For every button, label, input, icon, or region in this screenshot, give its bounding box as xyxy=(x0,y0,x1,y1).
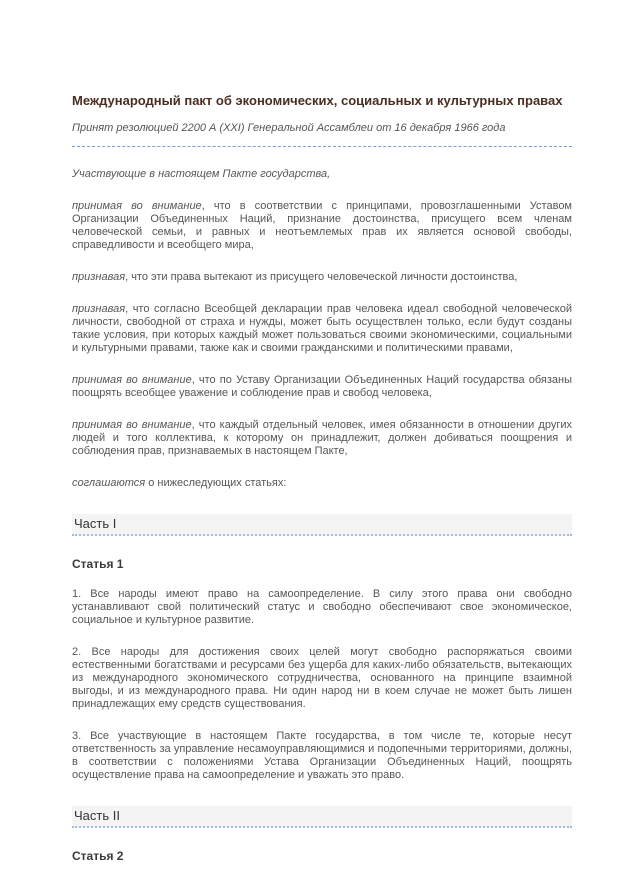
preamble-paragraph xyxy=(72,477,572,490)
document-title: Международный пакт об экономических, социальных и культурных правах xyxy=(72,93,563,108)
preamble-opening: Участвующие в настоящем Пакте государства, xyxy=(72,168,331,180)
preamble-lead-phrase: принимая во внимание xyxy=(72,200,202,212)
preamble-paragraph-text: , что в соответствии с принципами, провозглашенными Уставом Организации Объединенных Наций, признание достоинства, присущего всем членам человеческой семьи, и равных и неотъемлемых прав их является основой свободы, справедливости и всеобщего мира, xyxy=(72,200,572,251)
part-2-heading: Часть II xyxy=(72,806,572,828)
preamble-paragraph-text: , что согласно Всеобщей декларации прав человека идеал свободной человеческой личности, свободной от страха и нужды, может быть осуществлен только, если будут созданы такие условия, при которых каждый может пользоваться своими экономическими, социальными и культурными правами, также как и своими гражданскими и политическими правами, xyxy=(72,303,572,354)
article-1-heading: Статья 1 xyxy=(72,557,124,571)
dashed-separator xyxy=(72,146,572,147)
preamble-lead-phrase: соглашаются xyxy=(72,477,146,489)
preamble-paragraph xyxy=(72,374,572,400)
preamble-paragraph xyxy=(72,200,572,252)
article-1-paragraph-3: 3. Все участвующие в настоящем Пакте государства, в том числе те, которые несут ответственность за управление несамоуправляющимися и подопечными территориями, должны, в соответствии с положениями Устава Организации Объединенных Наций, поощрять осуществление права на самоопределение и уважать это право. xyxy=(72,730,572,781)
preamble-paragraph xyxy=(72,419,572,458)
preamble-paragraph-text: , что каждый отдельный человек, имея обязанности в отношении других людей и того коллектива, к которому он принадлежит, должен добиваться поощрения и соблюдения прав, признаваемых в настоящем Пакте, xyxy=(72,419,572,457)
document-page xyxy=(72,93,572,880)
part-1-heading: Часть I xyxy=(72,514,572,536)
preamble-lead-phrase: признавая xyxy=(72,271,126,283)
article-2-heading: Статья 2 xyxy=(72,849,124,863)
preamble-paragraph-text: , что по Уставу Организации Объединенных Наций государства обязаны поощрять всеобщее уважение и соблюдение прав и свобод человека, xyxy=(72,374,572,399)
preamble-paragraph xyxy=(72,303,572,355)
document-subtitle: Принят резолюцией 2200 А (XXI) Генеральной Ассамблеи от 16 декабря 1966 года xyxy=(72,122,506,134)
preamble-paragraph-text: о нижеследующих статьях: xyxy=(145,477,287,489)
preamble-paragraph-text: , что эти права вытекают из присущего человеческой личности достоинства, xyxy=(125,271,518,283)
preamble-lead-phrase: принимая во внимание xyxy=(72,419,192,431)
article-1-paragraph-2: 2. Все народы для достижения своих целей могут свободно распоряжаться своими естественными богатствами и ресурсами без ущерба для каких-либо обязательств, вытекающих из международного экономического сотрудничества, основанного на принципе взаимной выгоды, и из международного права. Ни один народ ни в коем случае не может быть лишен принадлежащих ему средств существования. xyxy=(72,646,572,710)
preamble-lead-phrase: принимая во внимание xyxy=(72,374,192,386)
preamble-paragraph xyxy=(72,271,572,284)
article-1-paragraph-1: 1. Все народы имеют право на самоопределение. В силу этого права они свободно устанавливают свой политический статус и свободно обеспечивают свое экономическое, социальное и культурное развитие. xyxy=(72,588,572,626)
preamble-lead-phrase: признавая xyxy=(72,303,126,315)
